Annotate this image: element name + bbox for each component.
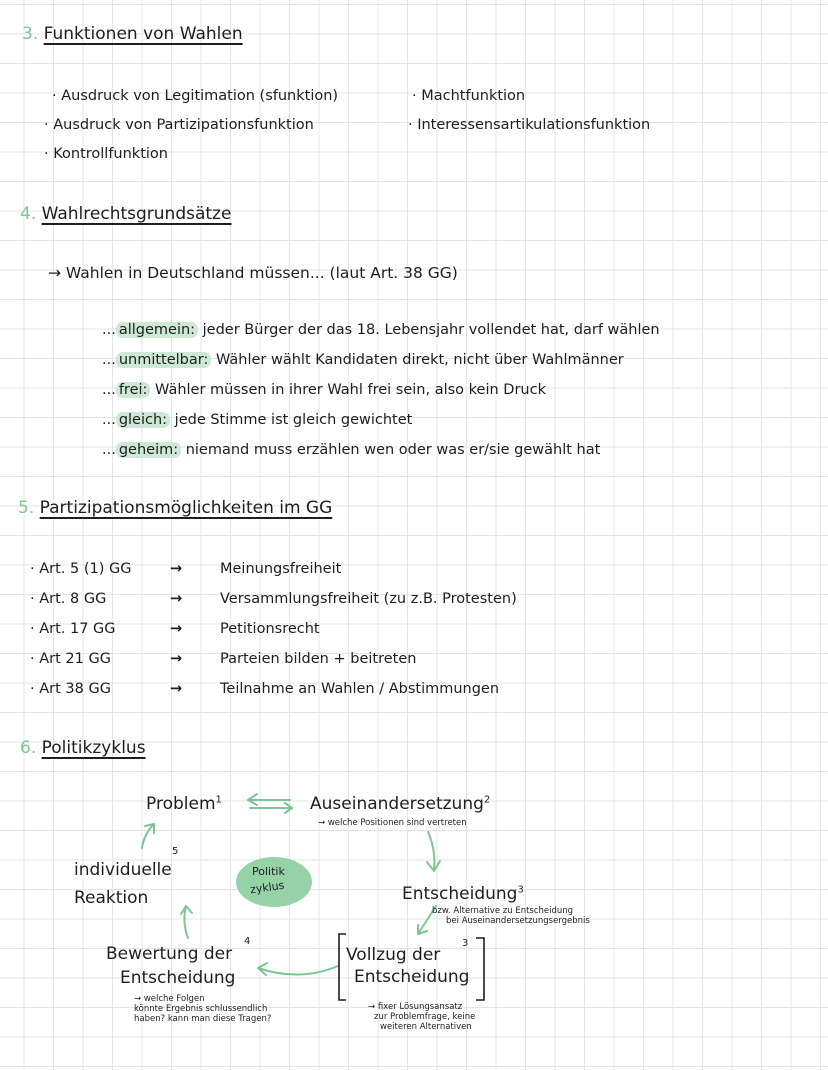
node-bewertung-label-line: Entscheidung	[120, 968, 236, 988]
node-bewertung-note-line: könnte Ergebnis schlussendlich	[134, 1004, 268, 1014]
article-right: Parteien bilden + beitreten	[220, 651, 417, 667]
principle-text: Wähler wählt Kandidaten direkt, nicht über Wahlmänner	[215, 352, 624, 368]
node-auseinandersetzung	[310, 794, 490, 814]
node-entscheidung-label: Entscheidung	[402, 884, 518, 904]
node-bewertung-note	[134, 994, 271, 1024]
politikzyklus-center	[236, 857, 312, 907]
principle-prefix: ...	[102, 412, 116, 428]
article-label: · Art. 17 GG	[30, 621, 116, 637]
principle-term: gleich:	[116, 412, 170, 428]
article-right: Petitionsrecht	[220, 621, 320, 637]
principle-term: frei:	[116, 382, 151, 398]
node-entscheidung-step: 3	[517, 884, 524, 896]
arrow-icon: →	[170, 681, 183, 697]
section5-title: Partizipationsmöglichkeiten im GG	[39, 498, 333, 518]
node-bewertung	[106, 942, 235, 990]
node-entscheidung-note-line: bzw. Alternative zu Entscheidung	[432, 906, 574, 916]
center-label-line2: zyklus	[249, 878, 286, 897]
node-bewertung-note-line: → welche Folgen	[134, 994, 205, 1004]
node-entscheidung-note-line: bei Auseinandersetzungsergebnis	[446, 916, 590, 926]
article-label: · Art. 5 (1) GG	[30, 561, 132, 577]
principle-term: geheim:	[116, 442, 181, 458]
node-vollzug-note-line: zur Problemfrage, keine	[374, 1012, 476, 1022]
node-bewertung-label-line: Bewertung der	[106, 944, 233, 964]
node-entscheidung	[402, 884, 524, 904]
principle-prefix: ...	[102, 352, 116, 368]
section3-number: 3.	[22, 24, 39, 44]
arrow-up-right-icon	[142, 824, 154, 848]
arrow-icon: →	[170, 621, 183, 637]
node-problem-label: Problem	[146, 794, 216, 814]
node-vollzug-step: 3	[462, 938, 469, 949]
node-problem	[146, 794, 222, 814]
node-vollzug-label-line: Entscheidung	[354, 967, 470, 987]
section6-title: Politikzyklus	[41, 738, 146, 758]
node-auseinandersetzung-note: → welche Positionen sind vertreten	[318, 818, 467, 828]
arrow-icon: →	[170, 591, 183, 607]
node-entscheidung-note	[432, 906, 590, 926]
principle-prefix: ...	[102, 382, 116, 398]
node-bewertung-step: 4	[244, 936, 251, 947]
node-reaktion-step: 5	[172, 846, 179, 857]
principle-text: Wähler müssen in ihrer Wahl frei sein, also kein Druck	[155, 382, 546, 398]
section3-left-item: · Ausdruck von Legitimation (sfunktion)	[52, 88, 339, 104]
principle-prefix: ...	[102, 442, 116, 458]
section6-number: 6.	[20, 738, 37, 758]
node-reaktion-label-line: individuelle	[74, 860, 172, 880]
node-reaktion	[74, 856, 172, 912]
principle-prefix: ...	[102, 322, 116, 338]
article-label: · Art 38 GG	[30, 681, 111, 697]
article-label: · Art 21 GG	[30, 651, 111, 667]
section3-right-item: · Machtfunktion	[412, 88, 526, 104]
node-auseinandersetzung-step: 2	[483, 794, 491, 806]
node-auseinandersetzung-label: Auseinandersetzung	[310, 794, 484, 814]
principle-term: unmittelbar:	[116, 352, 212, 368]
arrow-icon: →	[170, 651, 183, 667]
principle-text: jeder Bürger der das 18. Lebensjahr vollendet hat, darf wählen	[202, 322, 660, 338]
node-vollzug	[346, 944, 469, 988]
node-reaktion-label-line: Reaktion	[74, 888, 149, 908]
center-label-line1: Politik	[252, 865, 285, 878]
arrow-icon: →	[170, 561, 183, 577]
article-label: · Art. 8 GG	[30, 591, 107, 607]
section3-right-item: · Interessensartikulationsfunktion	[408, 117, 651, 133]
node-vollzug-note-line: weiteren Alternativen	[380, 1022, 472, 1032]
principle-text: niemand muss erzählen wen oder was er/sie gewählt hat	[185, 442, 601, 458]
article-right: Meinungsfreiheit	[220, 561, 342, 577]
arrow-left-icon	[258, 966, 338, 975]
section4-intro: → Wahlen in Deutschland müssen... (laut Art. 38 GG)	[48, 264, 458, 282]
section4-number: 4.	[20, 204, 37, 224]
article-right: Teilnahme an Wahlen / Abstimmungen	[220, 681, 500, 697]
node-problem-step: 1	[215, 794, 222, 806]
section5-number: 5.	[18, 498, 35, 518]
node-vollzug-note-line: → fixer Lösungsansatz	[368, 1002, 463, 1012]
node-vollzug-note	[368, 1002, 475, 1032]
section3-left-item: · Ausdruck von Partizipationsfunktion	[44, 117, 314, 133]
section3-left-item: · Kontrollfunktion	[44, 146, 168, 162]
node-vollzug-label-line: Vollzug der	[346, 945, 441, 965]
section4-title: Wahlrechtsgrundsätze	[41, 204, 232, 224]
section3-title: Funktionen von Wahlen	[43, 24, 243, 44]
principle-text: jede Stimme ist gleich gewichtet	[174, 412, 413, 428]
principle-term: allgemein:	[116, 322, 198, 338]
node-bewertung-note-line: haben? kann man diese Tragen?	[134, 1014, 272, 1024]
article-right: Versammlungsfreiheit (zu z.B. Protesten)	[220, 591, 517, 607]
arrow-up-icon	[184, 906, 188, 938]
